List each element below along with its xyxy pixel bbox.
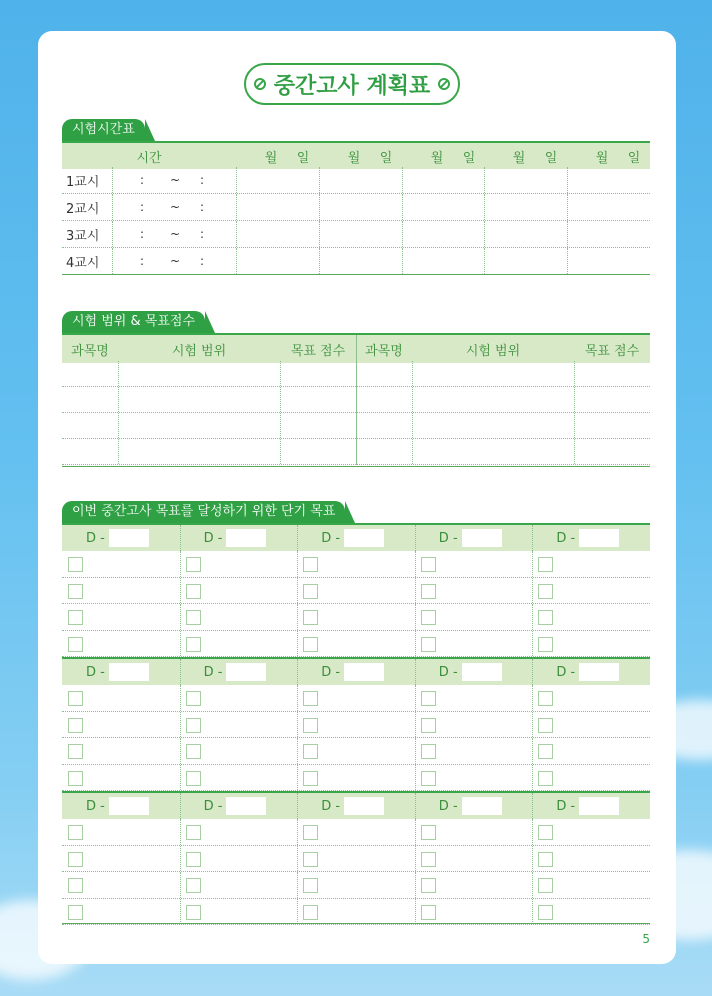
planner-page xyxy=(38,31,676,964)
d-day-text: D - xyxy=(438,664,458,680)
day-header-day: 일 xyxy=(296,150,310,166)
d-day-input[interactable] xyxy=(462,797,502,815)
column-divider xyxy=(297,899,298,925)
range-cell[interactable] xyxy=(62,439,118,464)
column-divider xyxy=(180,765,181,791)
column-divider xyxy=(297,765,298,791)
day-header-month: 월 xyxy=(264,150,278,166)
range-cell[interactable] xyxy=(356,413,412,438)
goal-checkbox[interactable] xyxy=(538,878,553,893)
range-cell[interactable] xyxy=(412,413,574,438)
goal-checkbox[interactable] xyxy=(68,691,83,706)
column-divider xyxy=(415,819,416,845)
goal-row xyxy=(62,712,650,739)
schedule-cell[interactable] xyxy=(567,248,650,274)
goals-header-row xyxy=(62,657,650,685)
range-center-divider xyxy=(356,335,357,363)
goal-checkbox[interactable] xyxy=(186,557,201,572)
goal-checkbox[interactable] xyxy=(538,718,553,733)
goal-row xyxy=(62,899,650,926)
page-number: 5 xyxy=(642,932,650,946)
goal-checkbox[interactable] xyxy=(68,852,83,867)
goal-checkbox[interactable] xyxy=(68,825,83,840)
page-title-text: 중간고사 계획표 xyxy=(273,73,431,99)
d-day-input[interactable] xyxy=(579,663,619,681)
goal-checkbox[interactable] xyxy=(186,584,201,599)
time-separator: : xyxy=(200,200,205,214)
column-divider xyxy=(180,712,181,738)
d-day-label xyxy=(439,663,502,681)
goal-checkbox[interactable] xyxy=(186,825,201,840)
range-cell[interactable] xyxy=(574,361,650,386)
time-separator: : xyxy=(140,173,145,187)
d-day-text: D - xyxy=(86,664,105,680)
column-divider xyxy=(415,872,416,898)
period-label: 3교시 xyxy=(66,228,100,244)
range-cell[interactable] xyxy=(118,387,280,412)
d-day-label xyxy=(556,797,619,815)
column-divider xyxy=(180,551,181,577)
time-separator: : xyxy=(140,227,145,241)
goal-row xyxy=(62,578,650,605)
goals-header-row xyxy=(62,791,650,819)
goal-checkbox[interactable] xyxy=(538,610,553,625)
goal-checkbox[interactable] xyxy=(421,744,436,759)
day-header-month: 월 xyxy=(595,150,609,166)
range-header: 목표 점수 xyxy=(584,343,640,359)
cell-divider xyxy=(112,248,113,274)
range-header: 과목명 xyxy=(71,343,109,359)
column-divider xyxy=(415,712,416,738)
d-day-text: D - xyxy=(203,798,223,814)
column-divider xyxy=(532,578,533,604)
goal-checkbox[interactable] xyxy=(186,905,201,920)
column-divider xyxy=(532,604,533,630)
schedule-cell[interactable] xyxy=(402,248,484,274)
schedule-cell[interactable] xyxy=(402,221,484,247)
column-divider xyxy=(532,793,533,819)
range-header: 시험 범위 xyxy=(171,343,227,359)
d-day-text: D - xyxy=(556,530,576,546)
d-day-input[interactable] xyxy=(579,797,619,815)
day-header-day: 일 xyxy=(379,150,393,166)
d-day-text: D - xyxy=(438,798,458,814)
d-day-label xyxy=(439,797,502,815)
schedule-cell[interactable] xyxy=(567,194,650,220)
column-divider xyxy=(180,685,181,711)
cell-divider xyxy=(112,194,113,220)
goal-checkbox[interactable] xyxy=(303,878,318,893)
column-divider xyxy=(297,525,298,551)
d-day-label xyxy=(556,663,619,681)
goal-checkbox[interactable] xyxy=(303,744,318,759)
d-day-text: D - xyxy=(556,664,576,680)
goal-row xyxy=(62,551,650,578)
cell-divider xyxy=(112,221,113,247)
d-day-input[interactable] xyxy=(226,663,266,681)
goal-checkbox[interactable] xyxy=(68,637,83,652)
schedule-row xyxy=(62,221,650,248)
column-divider xyxy=(532,765,533,791)
column-divider xyxy=(532,819,533,845)
column-divider xyxy=(180,846,181,872)
period-label: 2교시 xyxy=(66,201,100,217)
range-cell[interactable] xyxy=(280,387,356,412)
column-divider xyxy=(415,578,416,604)
schedule-row xyxy=(62,248,650,275)
d-day-input[interactable] xyxy=(344,797,384,815)
range-cell[interactable] xyxy=(118,361,280,386)
range-cell[interactable] xyxy=(574,387,650,412)
column-divider xyxy=(415,899,416,925)
goal-checkbox[interactable] xyxy=(421,771,436,786)
column-divider xyxy=(532,659,533,685)
d-day-label xyxy=(204,797,267,815)
goal-checkbox[interactable] xyxy=(186,852,201,867)
schedule-cell[interactable] xyxy=(484,167,567,193)
column-divider xyxy=(415,659,416,685)
column-divider xyxy=(180,578,181,604)
column-divider xyxy=(180,899,181,925)
day-header-month: 월 xyxy=(430,150,444,166)
column-divider xyxy=(297,738,298,764)
column-divider xyxy=(180,525,181,551)
d-day-text: D - xyxy=(438,530,458,546)
goal-checkbox[interactable] xyxy=(68,584,83,599)
schedule-cell[interactable] xyxy=(402,167,484,193)
goal-row xyxy=(62,872,650,899)
goal-checkbox[interactable] xyxy=(68,557,83,572)
goal-checkbox[interactable] xyxy=(68,878,83,893)
slash-circle-icon xyxy=(438,78,450,90)
column-divider xyxy=(415,738,416,764)
d-day-input[interactable] xyxy=(462,529,502,547)
d-day-label xyxy=(321,797,384,815)
goal-row xyxy=(62,738,650,765)
day-header-month: 월 xyxy=(347,150,361,166)
d-day-input[interactable] xyxy=(462,663,502,681)
d-day-input[interactable] xyxy=(344,663,384,681)
d-day-text: D - xyxy=(321,664,341,680)
schedule-cell[interactable] xyxy=(567,221,650,247)
goal-checkbox[interactable] xyxy=(303,718,318,733)
page-title xyxy=(244,63,460,105)
d-day-text: D - xyxy=(203,664,223,680)
goal-checkbox[interactable] xyxy=(68,718,83,733)
d-day-input[interactable] xyxy=(109,529,149,547)
goal-checkbox[interactable] xyxy=(538,771,553,786)
schedule-cell[interactable] xyxy=(567,167,650,193)
goal-checkbox[interactable] xyxy=(421,852,436,867)
column-divider xyxy=(532,631,533,657)
column-divider xyxy=(532,712,533,738)
goal-checkbox[interactable] xyxy=(68,610,83,625)
d-day-label xyxy=(204,529,267,547)
range-header: 과목명 xyxy=(365,343,403,359)
d-day-label xyxy=(321,529,384,547)
day-header-day: 일 xyxy=(544,150,558,166)
range-cell[interactable] xyxy=(62,387,118,412)
goal-checkbox[interactable] xyxy=(538,825,553,840)
d-day-text: D - xyxy=(321,798,341,814)
column-divider xyxy=(415,631,416,657)
column-divider xyxy=(532,846,533,872)
time-separator: ~ xyxy=(170,254,181,268)
goal-checkbox[interactable] xyxy=(421,878,436,893)
d-day-label xyxy=(556,529,619,547)
goal-checkbox[interactable] xyxy=(303,771,318,786)
d-day-input[interactable] xyxy=(226,797,266,815)
day-header-month: 월 xyxy=(512,150,526,166)
d-day-text: D - xyxy=(86,530,105,546)
slash-circle-icon xyxy=(254,78,266,90)
goal-row xyxy=(62,604,650,631)
column-divider xyxy=(180,604,181,630)
schedule-cell[interactable] xyxy=(236,167,319,193)
d-day-text: D - xyxy=(86,798,105,814)
goal-row xyxy=(62,819,650,846)
goal-checkbox[interactable] xyxy=(421,825,436,840)
range-cell[interactable] xyxy=(574,413,650,438)
time-separator: : xyxy=(200,227,205,241)
range-cell[interactable] xyxy=(412,439,574,464)
d-day-label xyxy=(439,529,502,547)
time-separator: ~ xyxy=(170,173,181,187)
column-divider xyxy=(180,872,181,898)
range-cell[interactable] xyxy=(356,387,412,412)
range-row xyxy=(62,361,650,387)
schedule-cell[interactable] xyxy=(236,248,319,274)
schedule-cell[interactable] xyxy=(236,194,319,220)
goal-row xyxy=(62,846,650,873)
schedule-cell[interactable] xyxy=(319,248,402,274)
column-divider xyxy=(532,738,533,764)
column-divider xyxy=(415,846,416,872)
d-day-text: D - xyxy=(556,798,576,814)
goal-checkbox[interactable] xyxy=(186,637,201,652)
goal-checkbox[interactable] xyxy=(68,905,83,920)
goal-checkbox[interactable] xyxy=(538,744,553,759)
goal-row xyxy=(62,765,650,792)
schedule-cell[interactable] xyxy=(484,248,567,274)
goal-row xyxy=(62,631,650,658)
goals-section-title: 이번 중간고사 목표를 달성하기 위한 단기 목표 xyxy=(62,501,345,523)
schedule-header-row xyxy=(62,141,650,169)
column-divider xyxy=(415,685,416,711)
range-cell[interactable] xyxy=(280,439,356,464)
range-cell[interactable] xyxy=(356,361,412,386)
column-divider xyxy=(415,551,416,577)
goal-checkbox[interactable] xyxy=(186,771,201,786)
day-header-day: 일 xyxy=(627,150,641,166)
goal-checkbox[interactable] xyxy=(538,852,553,867)
column-divider xyxy=(532,899,533,925)
day-header-day: 일 xyxy=(462,150,476,166)
d-day-label xyxy=(86,663,149,681)
column-divider xyxy=(297,872,298,898)
range-row xyxy=(62,387,650,413)
column-divider xyxy=(532,872,533,898)
column-divider xyxy=(297,631,298,657)
time-separator: ~ xyxy=(170,200,181,214)
schedule-row xyxy=(62,167,650,194)
goal-checkbox[interactable] xyxy=(303,905,318,920)
goal-checkbox[interactable] xyxy=(421,691,436,706)
range-cell[interactable] xyxy=(412,387,574,412)
goal-checkbox[interactable] xyxy=(186,718,201,733)
goal-checkbox[interactable] xyxy=(68,744,83,759)
range-cell[interactable] xyxy=(118,439,280,464)
column-divider xyxy=(297,846,298,872)
time-separator: : xyxy=(200,173,205,187)
range-header: 목표 점수 xyxy=(290,343,346,359)
goal-checkbox[interactable] xyxy=(538,905,553,920)
goal-checkbox[interactable] xyxy=(421,905,436,920)
column-divider xyxy=(180,631,181,657)
column-divider xyxy=(297,659,298,685)
schedule-row xyxy=(62,194,650,221)
range-cell[interactable] xyxy=(356,439,412,464)
goals-bottom-line xyxy=(62,923,650,924)
column-divider xyxy=(180,659,181,685)
d-day-label xyxy=(321,663,384,681)
goals-header-row xyxy=(62,523,650,551)
goal-checkbox[interactable] xyxy=(186,878,201,893)
column-divider xyxy=(532,551,533,577)
d-day-input[interactable] xyxy=(226,529,266,547)
schedule-cell[interactable] xyxy=(236,221,319,247)
d-day-input[interactable] xyxy=(344,529,384,547)
goal-checkbox[interactable] xyxy=(303,852,318,867)
goal-checkbox[interactable] xyxy=(303,691,318,706)
goal-checkbox[interactable] xyxy=(421,718,436,733)
schedule-cell[interactable] xyxy=(484,221,567,247)
range-header: 시험 범위 xyxy=(465,343,521,359)
goal-checkbox[interactable] xyxy=(421,610,436,625)
goal-checkbox[interactable] xyxy=(303,557,318,572)
time-separator: : xyxy=(140,254,145,268)
range-cell[interactable] xyxy=(574,439,650,464)
range-row xyxy=(62,413,650,439)
goal-checkbox[interactable] xyxy=(421,637,436,652)
period-label: 4교시 xyxy=(66,255,100,271)
d-day-label xyxy=(86,529,149,547)
column-divider xyxy=(297,551,298,577)
goal-checkbox[interactable] xyxy=(538,557,553,572)
schedule-cell[interactable] xyxy=(484,194,567,220)
goal-checkbox[interactable] xyxy=(186,610,201,625)
range-cell[interactable] xyxy=(118,413,280,438)
goal-checkbox[interactable] xyxy=(303,825,318,840)
column-divider xyxy=(297,819,298,845)
column-divider xyxy=(180,793,181,819)
range-row xyxy=(62,439,650,465)
column-divider xyxy=(415,765,416,791)
goal-checkbox[interactable] xyxy=(68,771,83,786)
d-day-text: D - xyxy=(203,530,223,546)
schedule-cell[interactable] xyxy=(319,221,402,247)
goal-checkbox[interactable] xyxy=(421,584,436,599)
time-separator: : xyxy=(140,200,145,214)
column-divider xyxy=(180,738,181,764)
schedule-cell[interactable] xyxy=(402,194,484,220)
column-divider xyxy=(297,578,298,604)
schedule-section-title: 시험시간표 xyxy=(62,119,145,141)
cell-divider xyxy=(112,167,113,193)
d-day-text: D - xyxy=(321,530,341,546)
column-divider xyxy=(297,712,298,738)
column-divider xyxy=(415,793,416,819)
goal-checkbox[interactable] xyxy=(303,610,318,625)
range-cell[interactable] xyxy=(62,361,118,386)
column-divider xyxy=(297,793,298,819)
goal-checkbox[interactable] xyxy=(303,637,318,652)
column-divider xyxy=(532,685,533,711)
column-divider xyxy=(415,604,416,630)
schedule-cell[interactable] xyxy=(319,167,402,193)
range-cell[interactable] xyxy=(62,413,118,438)
d-day-label xyxy=(204,663,267,681)
time-header: 시간 xyxy=(136,150,162,166)
column-divider xyxy=(297,685,298,711)
goal-checkbox[interactable] xyxy=(538,637,553,652)
d-day-label xyxy=(86,797,149,815)
goal-checkbox[interactable] xyxy=(538,691,553,706)
goal-checkbox[interactable] xyxy=(303,584,318,599)
range-cell[interactable] xyxy=(412,361,574,386)
time-separator: ~ xyxy=(170,227,181,241)
schedule-bottom-line xyxy=(62,274,650,275)
schedule-cell[interactable] xyxy=(319,194,402,220)
range-header-row xyxy=(62,333,650,363)
time-separator: : xyxy=(200,254,205,268)
goal-checkbox[interactable] xyxy=(421,557,436,572)
d-day-input[interactable] xyxy=(579,529,619,547)
range-section-title: 시험 범위 & 목표점수 xyxy=(62,311,205,333)
range-cell[interactable] xyxy=(280,413,356,438)
goal-checkbox[interactable] xyxy=(186,744,201,759)
goal-row xyxy=(62,685,650,712)
range-bottom-line xyxy=(62,466,650,467)
range-cell[interactable] xyxy=(280,361,356,386)
column-divider xyxy=(415,525,416,551)
goal-checkbox[interactable] xyxy=(186,691,201,706)
d-day-input[interactable] xyxy=(109,663,149,681)
column-divider xyxy=(297,604,298,630)
goal-checkbox[interactable] xyxy=(538,584,553,599)
d-day-input[interactable] xyxy=(109,797,149,815)
column-divider xyxy=(180,819,181,845)
column-divider xyxy=(532,525,533,551)
period-label: 1교시 xyxy=(66,174,100,190)
